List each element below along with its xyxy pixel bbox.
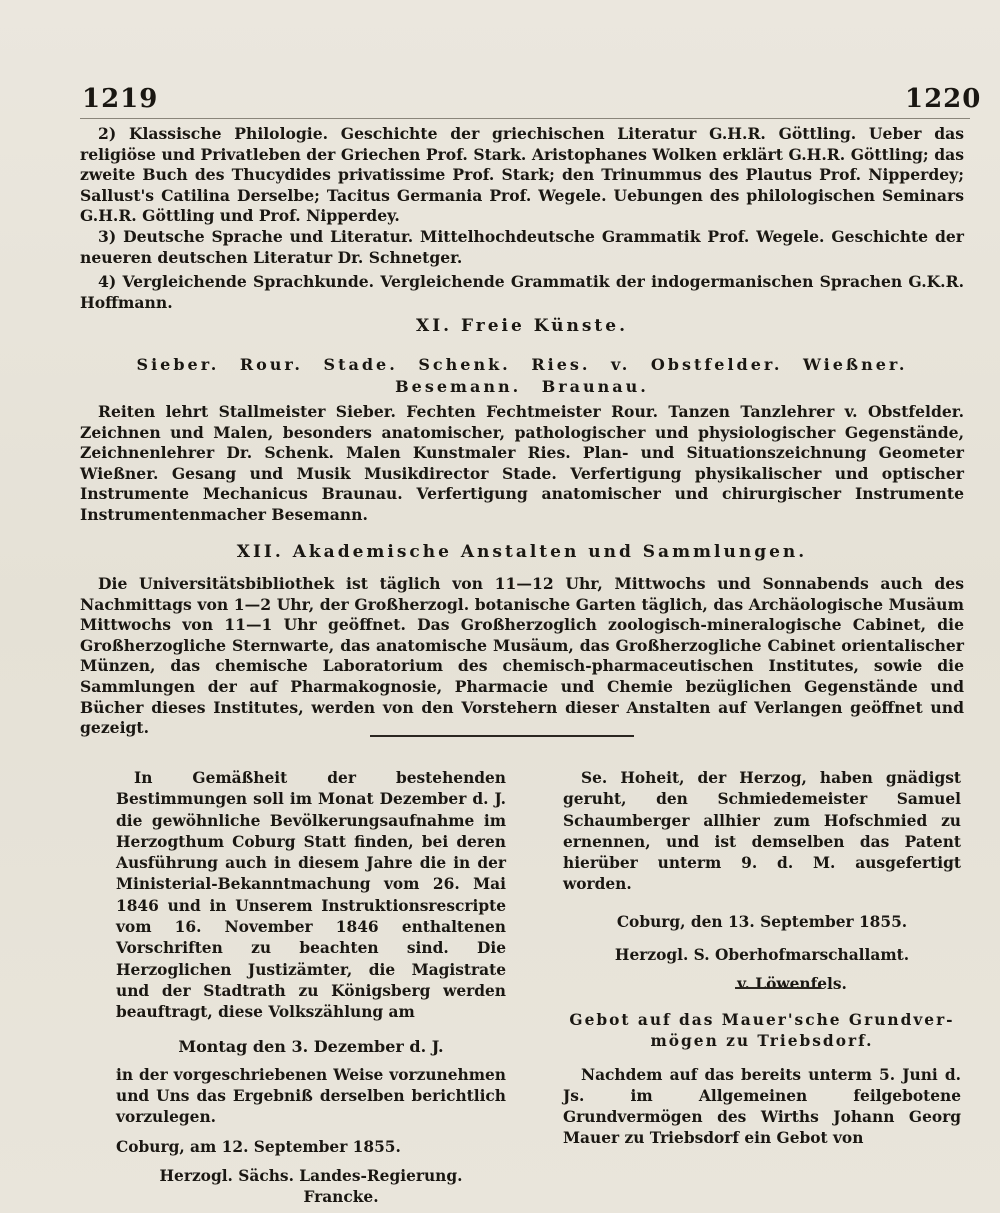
bid-body: Nachdem auf das bereits unterm 5. Juni d. Js. im Allgemeinen feilgebotene Grundvermögen des Wirths Johann Georg Mauer zu Triebsdorf ein Gebot von <box>563 1065 961 1148</box>
census-place-date: Coburg, am 12. September 1855. <box>116 1137 401 1156</box>
census-signature: Francke. <box>303 1188 379 1207</box>
smith-body: Se. Hoheit, der Herzog, haben gnädigst geruht, den Schmiedemeister Samuel Schaumberger allhier zum Hofschmied zu ernennen, und ist demselben das Patent hierüber unterm 9. d. M. ausgefertigt worden. <box>563 769 961 894</box>
section-xi-title: XI. Freie Künste. <box>416 316 628 336</box>
section-xi-names <box>80 354 964 398</box>
census-body: In Gemäßheit der bestehenden Bestimmungen soll im Monat Dezember d. J. die gewöhnliche Bevölkerungsaufnahme im Herzogthum Coburg Statt finden, bei deren Ausführung auch in diesem Jahre die in der Ministerial-Bekanntmachung vom 26. Mai 1846 und in Unserem Instruktionsrescripte vom 16. November 1846 enthaltenen Vorschriften zu beachten sind. Die Herzoglichen Justizämter, die Magistrate und der Stadtrath zu Königsberg werden beauftragt, diese Volkszählung am <box>116 769 506 1022</box>
smith-place-date: Coburg, den 13. September 1855. <box>616 912 908 931</box>
section-xii-body <box>80 574 964 739</box>
names-line-1: Sieber. Rour. Stade. Schenk. Ries. v. Obstfelder. Wießner. <box>136 355 908 374</box>
bid-title-line-2: mögen zu Triebsdorf. <box>650 1032 874 1051</box>
census-authority: Herzogl. Sächs. Landes-Regierung. <box>159 1167 463 1186</box>
notice-divider <box>735 987 821 989</box>
item-classical-philology: 2) Klassische Philologie. Geschichte der griechischen Literatur G.H.R. Göttling. Ueber das religiöse und Privatleben der Griechen Prof. Stark. Aristophanes Wolken erklärt G.H.R. Göttling; das zweite Buch des Thucydides privatissime Prof. Stark; den Trinummus des Plautus Prof. Nipperdey; Sallust's Catilina Derselbe; Tacitus Germania Prof. Wegele. Uebungen des philologischen Seminars G.H.R. Göttling und Prof. Nipperdey. <box>80 124 964 226</box>
census-body-2: in der vorgeschriebenen Weise vorzunehmen und Uns das Ergebniß derselben berichtlich vorzulegen. <box>116 1065 506 1127</box>
bid-title-line-1: Gebot auf das Mauer'sche Grundver- <box>569 1011 955 1029</box>
section-divider <box>370 735 634 737</box>
census-date: Montag den 3. Dezember d. J. <box>178 1036 444 1056</box>
section-xi-body <box>80 402 964 526</box>
item-german-language: 3) Deutsche Sprache und Literatur. Mittelhochdeutsche Grammatik Prof. Wegele. Geschichte der neueren deutschen Literatur Dr. Schnetger. <box>80 226 964 267</box>
section-xi-paragraph: Reiten lehrt Stallmeister Sieber. Fechten Fechtmeister Rour. Tanzen Tanzlehrer v. Obstfelder. Zeichnen und Malen, besonders anatomischer, pathologischer und physiologischer Gegenstände, Zeichnenlehrer Dr. Schenk. Malen Kunstmaler Ries. Plan- und Situationszeichnung Geometer Wießner. Gesang und Musik Musikdirector Stade. Verfertigung physikalischer und optischer Instrumente Mechanicus Braunau. Verfertigung anatomischer und chirurgischer Instrumente Instrumentenmacher Besemann. <box>80 402 964 524</box>
page-number-left: 1219 <box>82 84 159 114</box>
smith-authority: Herzogl. S. Oberhofmarschallamt. <box>614 946 910 965</box>
section-xii-paragraph: Die Universitätsbibliothek ist täglich von 11—12 Uhr, Mittwochs und Sonnabends auch des Nachmittags von 1—2 Uhr, der Großherzogl. botanische Garten täglich, das Archäologische Musäum Mittwochs von 11—1 Uhr geöffnet. Das Großherzoglich zoologisch-mineralogische Cabinet, die Großherzogliche Sternwarte, das anatomische Musäum, das Großherzogliche Cabinet orientalischer Münzen, das chemische Laboratorium des chemisch-pharmaceutischen Institutes, sowie die Sammlungen der auf Pharmakognosie, Pharmacie und Chemie bezüglichen Gegenstände und Bücher dieses Institutes, werden von den Vorstehern dieser Anstalten auf Verlangen geöffnet und gezeigt. <box>80 574 964 738</box>
names-line-2: Besemann. Braunau. <box>395 377 649 396</box>
header-rule <box>80 118 970 119</box>
notice-court-smith <box>563 768 961 996</box>
notice-census <box>116 768 506 1209</box>
smith-signature: v. Löwenfels. <box>737 975 847 994</box>
page-number-right: 1220 <box>905 84 982 114</box>
section-x-items <box>80 124 964 313</box>
notice-mauer-bid <box>563 1010 961 1150</box>
section-xii-title: XII. Akademische Anstalten und Sammlungen. <box>236 542 808 562</box>
item-comparative-linguistics: 4) Vergleichende Sprachkunde. Vergleichende Grammatik der indogermanischen Sprachen G.K.R. Hoffmann. <box>80 272 964 312</box>
